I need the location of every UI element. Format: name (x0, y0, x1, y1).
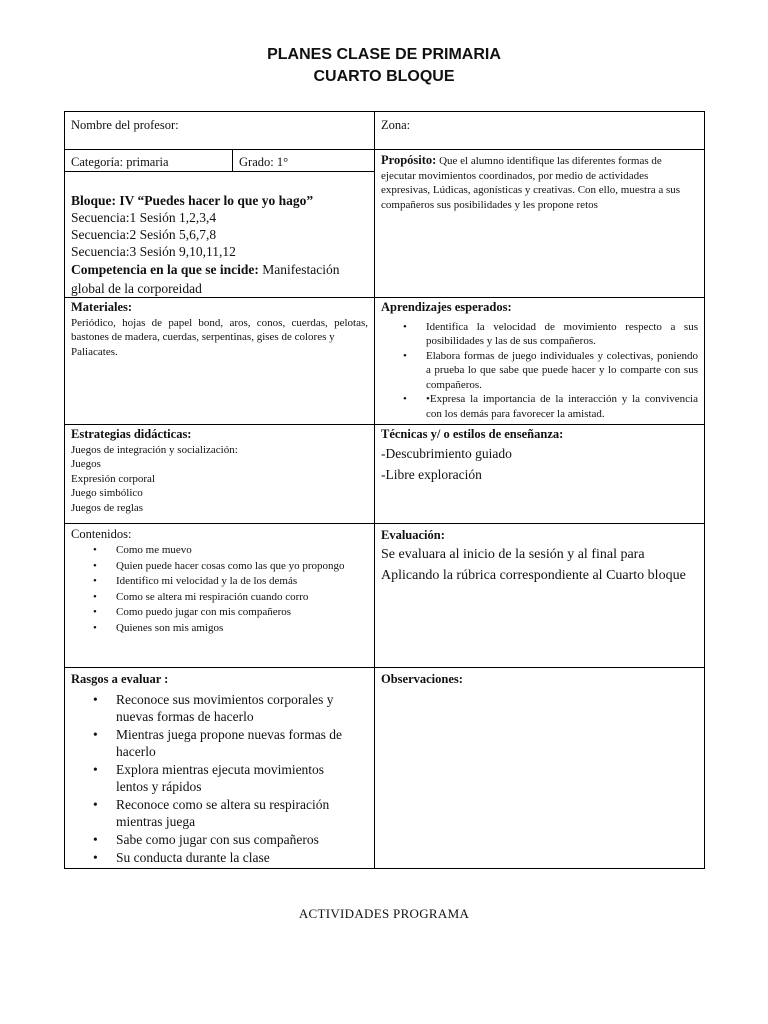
contenidos-cell (64, 523, 375, 668)
evaluacion-label: Evaluación: (381, 528, 445, 542)
evaluacion-text: Se evaluara al inicio de la sesión y al final para Aplicando la rúbrica correspondiente al Cuarto bloque (381, 546, 686, 583)
rasgo-item: • Reconoce como se altera su respiración mientras juega (93, 796, 330, 829)
proposito-text: Que el alumno identifique las diferentes formas de ejecutar movimientos coordinados, por medio de actividades expresivas, Lúdicas, agonísticas y creativas. Con ello, muestra a sus compañeros sus posibilidades y les propone retos (381, 155, 681, 211)
estrategia-item: Juego simbólico (71, 487, 143, 499)
estrategia-item: Juegos de integración y socialización: (71, 443, 238, 456)
bloque-cell (64, 171, 375, 298)
proposito (381, 153, 698, 212)
contenido-item: • Como se altera mi respiración cuando corro (93, 590, 309, 603)
materiales-cell (64, 297, 375, 425)
competencia (71, 260, 368, 298)
tecnicas-label: Técnicas y/ o estilos de enseñanza: (381, 427, 564, 441)
contenido-item: • Identifico mi velocidad y la de los demás (93, 575, 298, 587)
competencia-text: Manifestación global de la corporeidad (71, 262, 340, 296)
bloque-title: Bloque: IV “Puedes hacer lo que yo hago” (71, 193, 314, 208)
document-subtitle: CUARTO BLOQUE (313, 68, 455, 85)
observaciones-label: Observaciones: (381, 672, 463, 686)
rasgo-item: • Sabe como jugar con sus compañeros (93, 831, 319, 847)
estrategias-label: Estrategias didácticas: (71, 427, 192, 441)
proposito-label: Propósito: (381, 153, 437, 167)
grado-cell (232, 149, 375, 172)
rasgo-item: • Su conducta durante la clase (93, 849, 270, 865)
aprendizaje-item: • •Expresa la importancia de la interacción y la convivencia con los demás para favorecer la amistad. (403, 393, 698, 420)
contenidos-label: Contenidos: (71, 527, 132, 541)
footer-text: ACTIVIDADES PROGRAMA (298, 906, 470, 921)
aprendizaje-item: • Elabora formas de juego individuales y colectivas, poniendo a prueba lo que sabe que puede hacer y lo comparte con sus compañeros. (403, 349, 698, 391)
zona-cell (374, 111, 705, 150)
materiales-text: Periódico, hojas de papel bond, aros, conos, cuerdas, pelotas, bastones de madera, cuerdas, serpentinas, gises de colores y (71, 316, 368, 343)
evaluacion-cell (374, 523, 705, 668)
profesor-label: Nombre del profesor: (71, 118, 179, 132)
contenido-item: • Quien puede hacer cosas como las que yo propongo (93, 559, 345, 572)
aprendizajes-label: Aprendizajes esperados: (381, 300, 512, 314)
document-title: PLANES CLASE DE PRIMARIA (267, 46, 501, 63)
rasgo-item: • Mientras juega propone nuevas formas de hacerlo (93, 726, 343, 759)
tecnica-item: -Descubrimiento guiado (381, 445, 512, 461)
materiales-label: Materiales: (71, 300, 133, 314)
estrategia-item: Juegos (71, 458, 101, 470)
categoria-text: Categoría: primaria (71, 155, 169, 169)
contenido-item: • Quienes son mis amigos (93, 621, 224, 634)
estrategia-item: Juegos de reglas (71, 501, 144, 514)
rasgo-item: • Reconoce sus movimientos corporales y nuevas formas de hacerlo (93, 691, 334, 724)
categoria-cell (64, 149, 233, 172)
profesor-cell (64, 111, 375, 150)
rasgos-label: Rasgos a evaluar : (71, 672, 169, 686)
competencia-label: Competencia en la que se incide: (71, 262, 259, 277)
tecnicas-cell (374, 424, 705, 524)
estrategias-cell (64, 424, 375, 524)
rasgo-item: • Explora mientras ejecuta movimientos lentos y rápidos (93, 761, 325, 794)
secuencia-2: Secuencia:2 Sesión 5,6,7,8 (71, 227, 217, 242)
rasgos-cell (64, 667, 375, 869)
contenido-item: • Como puedo jugar con mis compañeros (93, 606, 292, 618)
tecnica-item: -Libre exploración (381, 466, 482, 482)
contenido-item: • Como me muevo (93, 544, 192, 556)
proposito-cell (374, 149, 705, 298)
zona-label: Zona: (381, 118, 411, 132)
grado-text: Grado: 1° (239, 155, 289, 169)
materiales-text-2: Paliacates. (71, 345, 118, 358)
observaciones-cell (374, 667, 705, 869)
estrategia-item: Expresión corporal (71, 472, 155, 485)
secuencia-3: Secuencia:3 Sesión 9,10,11,12 (71, 244, 236, 259)
secuencia-1: Secuencia:1 Sesión 1,2,3,4 (71, 210, 217, 225)
aprendizajes-cell (374, 297, 705, 425)
aprendizaje-item: • Identifica la velocidad de movimiento respecto a sus posibilidades y las de sus compañeros. (403, 320, 698, 347)
